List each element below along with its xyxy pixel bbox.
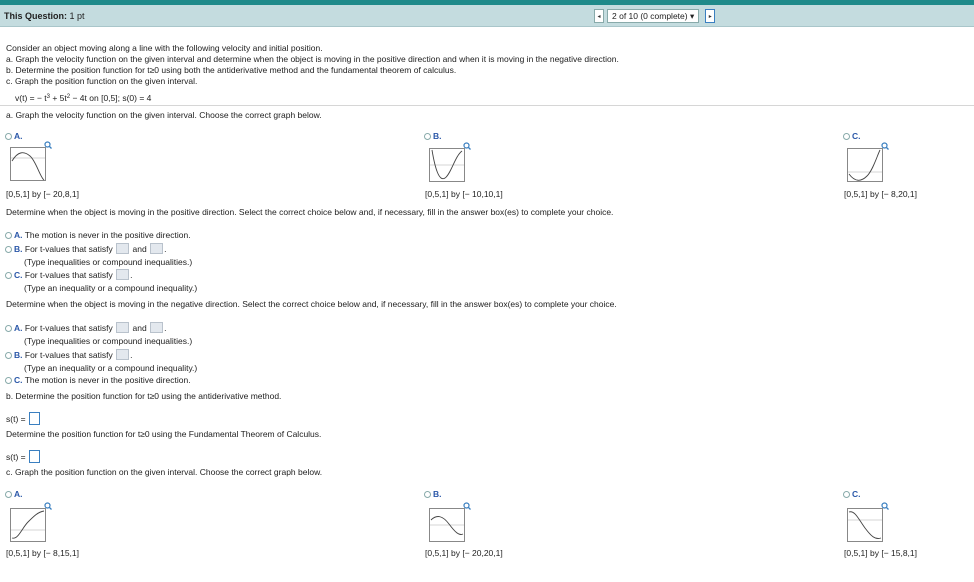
divider	[0, 105, 974, 106]
position-graph-b[interactable]	[429, 508, 465, 542]
radio-button[interactable]	[5, 232, 12, 239]
positive-choice-a[interactable]: A. The motion is never in the positive direction.	[5, 230, 191, 241]
positive-prompt: Determine when the object is moving in the positive direction. Select the correct choice below and, if necessary, fill in the answer box(es) to complete your choice.	[6, 207, 614, 217]
question-select[interactable]: 2 of 10 (0 complete) ▾	[607, 9, 699, 23]
answer-box[interactable]	[150, 243, 163, 254]
radio-button[interactable]	[5, 377, 12, 384]
next-question-button[interactable]	[705, 9, 715, 23]
position-window-a: [0,5,1] by [− 8,15,1]	[6, 548, 80, 558]
answer-box[interactable]	[116, 269, 129, 280]
velocity-formula: v(t) = − $t^3 + 5t^2 - 4t$ on [0,5]; s(0) = 4	[15, 93, 152, 103]
velocity-window-a: [0,5,1] by [− 20,8,1]	[6, 189, 80, 199]
negative-a-hint: (Type inequalities or compound inequalities.)	[24, 336, 193, 346]
positive-c-hint: (Type an inequality or a compound inequality.)	[24, 283, 198, 293]
position-ftc: s(t) =	[6, 450, 40, 463]
prev-question-button[interactable]	[594, 9, 604, 23]
section-c-prompt: c. Graph the position function on the given interval. Choose the correct graph below.	[6, 467, 323, 477]
chevron-right-icon: ▸	[708, 13, 712, 20]
velocity-graph-b[interactable]	[429, 148, 465, 182]
ftc-prompt: Determine the position function for t≥0 using the Fundamental Theorem of Calculus.	[6, 429, 322, 439]
negative-choice-a[interactable]: A. For t-values that satisfy and .	[5, 322, 166, 334]
radio-button[interactable]	[5, 246, 12, 253]
position-window-c: [0,5,1] by [− 15,8,1]	[844, 548, 918, 558]
velocity-window-b: [0,5,1] by [− 10,10,1]	[425, 189, 503, 199]
problem-intro: Consider an object moving along a line with the following velocity and initial position.	[6, 43, 323, 53]
radio-button[interactable]	[843, 491, 850, 498]
section-a-prompt: a. Graph the velocity function on the given interval. Choose the correct graph below.	[6, 110, 322, 120]
answer-box[interactable]	[116, 322, 129, 333]
velocity-option-b[interactable]: B.	[424, 131, 442, 142]
chevron-left-icon: ◂	[597, 13, 601, 20]
question-points: 1 pt	[69, 11, 85, 21]
positive-b-hint: (Type inequalities or compound inequalities.)	[24, 257, 193, 267]
magnifier-icon[interactable]	[44, 141, 52, 149]
velocity-option-a[interactable]: A.	[5, 131, 23, 142]
problem-part-b: b. Determine the position function for t≥0 using both the antiderivative method and the fundamental theorem of calculus.	[6, 65, 457, 75]
position-option-c[interactable]: C.	[843, 489, 861, 500]
radio-button[interactable]	[424, 133, 431, 140]
magnifier-icon[interactable]	[463, 142, 471, 150]
radio-button[interactable]	[843, 133, 850, 140]
question-pager	[594, 9, 715, 23]
velocity-option-c[interactable]: C.	[843, 131, 861, 142]
negative-prompt: Determine when the object is moving in the negative direction. Select the correct choice below and, if necessary, fill in the answer box(es) to complete your choice.	[6, 299, 617, 309]
velocity-graph-c[interactable]	[847, 148, 883, 182]
magnifier-icon[interactable]	[881, 142, 889, 150]
position-window-b: [0,5,1] by [− 20,20,1]	[425, 548, 503, 558]
negative-b-hint: (Type an inequality or a compound inequality.)	[24, 363, 198, 373]
magnifier-icon[interactable]	[881, 502, 889, 510]
problem-part-c: c. Graph the position function on the given interval.	[6, 76, 198, 86]
radio-button[interactable]	[5, 352, 12, 359]
radio-button[interactable]	[5, 325, 12, 332]
section-b-prompt: b. Determine the position function for t≥0 using the antiderivative method.	[6, 391, 282, 401]
position-answer-input[interactable]	[29, 412, 40, 425]
problem-part-a: a. Graph the velocity function on the given interval and determine when the object is moving in the positive direction and when it is moving in the negative direction.	[6, 54, 619, 64]
position-graph-c[interactable]	[847, 508, 883, 542]
radio-button[interactable]	[5, 491, 12, 498]
answer-box[interactable]	[150, 322, 163, 333]
question-label: This Question: 1 pt	[4, 11, 85, 21]
answer-box[interactable]	[116, 349, 129, 360]
answer-box[interactable]	[116, 243, 129, 254]
negative-choice-c[interactable]: C. The motion is never in the positive direction.	[5, 375, 191, 386]
chevron-down-icon: ▾	[689, 10, 695, 21]
radio-button[interactable]	[5, 133, 12, 140]
velocity-graph-a[interactable]	[10, 147, 46, 181]
magnifier-icon[interactable]	[463, 502, 471, 510]
velocity-window-c: [0,5,1] by [− 8,20,1]	[844, 189, 918, 199]
question-header	[0, 5, 974, 27]
positive-choice-c[interactable]: C. For t-values that satisfy .	[5, 269, 133, 281]
position-graph-a[interactable]	[10, 508, 46, 542]
radio-button[interactable]	[424, 491, 431, 498]
positive-choice-b[interactable]: B. For t-values that satisfy and .	[5, 243, 166, 255]
position-ftc-input[interactable]	[29, 450, 40, 463]
negative-choice-b[interactable]: B. For t-values that satisfy .	[5, 349, 133, 361]
position-antiderivative: s(t) =	[6, 412, 40, 425]
radio-button[interactable]	[5, 272, 12, 279]
position-option-b[interactable]: B.	[424, 489, 442, 500]
position-option-a[interactable]: A.	[5, 489, 23, 500]
magnifier-icon[interactable]	[44, 502, 52, 510]
